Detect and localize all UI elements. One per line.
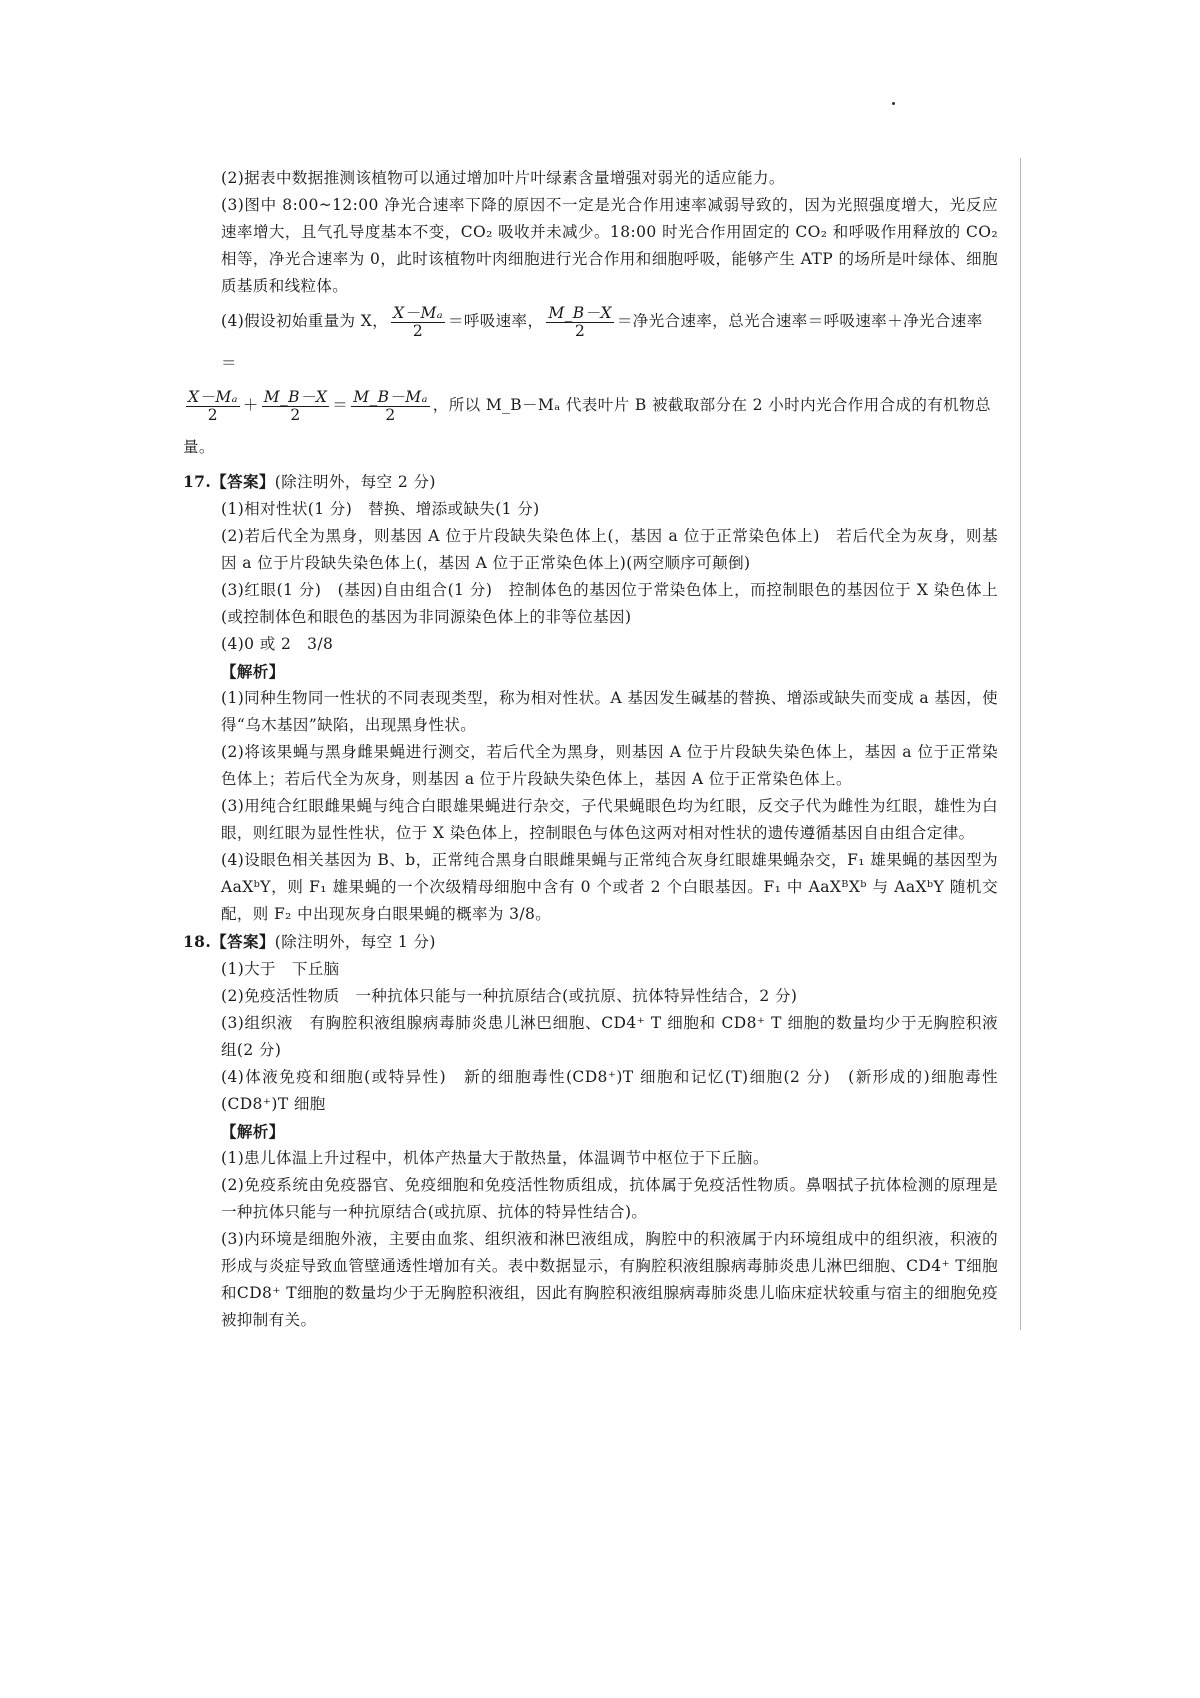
fraction-term-1: $\frac{\text{X－Mₐ}}{2}$ (188, 387, 238, 424)
q18-analysis-1: (1)患儿体温上升过程中，机体产热量大于散热量，体温调节中枢位于下丘脑。 (221, 1149, 769, 1167)
q17-analysis-1: (1)同种生物同一性状的不同表现类型，称为相对性状。A 基因发生碱基的替换、增添或缺失而变成 a 基因，使得“乌木基因”缺陷，出现黑身性状。 (221, 689, 998, 734)
q18-analysis-2: (2)免疫系统由免疫器官、免疫细胞和免疫活性物质组成，抗体属于免疫活性物质。鼻咽拭子抗体检测的原理是一种抗体只能与一种抗原结合(或抗原、抗体的特异性结合)。 (221, 1176, 998, 1221)
q17-analysis-2: (2)将该果蝇与黑身雌果蝇进行测交，若后代全为黑身，则基因 A 位于片段缺失染色体上，基因 a 位于正常染色体上；若后代全为灰身，则基因 a 位于片段缺失染色体上，基因 A 位于正常染色体上。 (221, 743, 998, 788)
q17-answer-heading: 17.【答案】(除注明外，每空 2 分) (183, 472, 436, 491)
q16-analysis-2: (2)据表中数据推测该植物可以通过增加叶片叶绿素含量增强对弱光的适应能力。 (221, 169, 785, 187)
q18-answer-heading: 18.【答案】(除注明外，每空 1 分) (183, 932, 436, 951)
q16-a4-intro: (4)假设初始重量为 X， (221, 312, 389, 330)
q18-analysis-heading: 【解析】 (221, 1122, 285, 1141)
q17-analysis-heading: 【解析】 (221, 662, 285, 681)
q17-answer-2: (2)若后代全为黑身，则基因 A 位于片段缺失染色体上(，基因 a 位于正常染色体上) 若后代全为灰身，则基因 a 位于片段缺失染色体上(，基因 A 位于正常染色体上)(两空顺序可颠倒) (221, 527, 998, 572)
q16-analysis-4-line2: $\frac{\text{X－Mₐ}}{2}$ ＋ $\frac{M\_B-X}{2}$ ＝ $\frac{\text{M\_B－Mₐ}}{2}$ ，所以 M_B－Mₐ 代表叶片 B 被截取部分在 2 小时内光合作用合成的有机物总量。 (183, 387, 991, 456)
q18-answer-3: (3)组织液 有胸腔积液组腺病毒肺炎患儿淋巴细胞、CD4⁺ T 细胞和 CD8⁺ T 细胞的数量均少于无胸腔积液组(2 分) (221, 1014, 998, 1059)
scan-speck (892, 102, 895, 105)
fraction-total: $\frac{\text{M\_B－Mₐ}}{2}$ (353, 387, 428, 424)
fraction-respiration: $\frac{\text{X－Mₐ}}{2}$ (393, 303, 443, 340)
q16-analysis-4-line1: (4)假设初始重量为 X， $\frac{\text{X－Mₐ}}{2}$ ＝呼吸速率， $\frac{M\_B-X}{2}$ ＝净光合速率，总光合速率＝呼吸速率＋净光合速率＝ (221, 303, 983, 372)
q18-answer-2: (2)免疫活性物质 一种抗体只能与一种抗原结合(或抗原、抗体特异性结合，2 分) (221, 987, 798, 1005)
q17-analysis-4: (4)设眼色相关基因为 B、b，正常纯合黑身白眼雌果蝇与正常纯合灰身红眼雄果蝇杂交，F₁ 雄果蝇的基因型为 AaXᵇY，则 F₁ 雄果蝇的一个次级精母细胞中含有 0 个或者 2 个白眼基因。F₁ 中 AaXᴮXᵇ 与 AaXᵇY 随机交配，则 F₂ 中出现灰身白眼果蝇的概率为 3/8。 (221, 851, 998, 923)
q16-analysis-3: (3)图中 8:00~12:00 净光合速率下降的原因不一定是光合作用速率减弱导致的，因为光照强度增大，光反应速率增大，且气孔导度基本不变，CO₂ 吸收并未减少。18:00 时光合作用固定的 CO₂ 和呼吸作用释放的 CO₂ 相等，净光合速率为 0，此时该植物叶肉细胞进行光合作用和细胞呼吸，能够产生 ATP 的场所是叶绿体、细胞质基质和线粒体。 (221, 196, 998, 295)
q18-analysis-3: (3)内环境是细胞外液，主要由血浆、组织液和淋巴液组成，胸腔中的积液属于内环境组成中的组织液，积液的形成与炎症导致血管壁通透性增加有关。表中数据显示，有胸腔积液组腺病毒肺炎患儿淋巴细胞、CD4⁺ T细胞和CD8⁺ T细胞的数量均少于无胸腔积液组，因此有胸腔积液组腺病毒肺炎患儿临床症状较重与宿主的细胞免疫被抑制有关。 (221, 1230, 998, 1329)
q17-analysis-3: (3)用纯合红眼雌果蝇与纯合白眼雄果蝇进行杂交，子代果蝇眼色均为红眼，反交子代为雌性为红眼，雄性为白眼，则红眼为显性性状，位于 X 染色体上，控制眼色与体色这两对相对性状的遗传遵循基因自由组合定律。 (221, 797, 998, 842)
q17-answer-1: (1)相对性状(1 分) 替换、增添或缺失(1 分) (221, 500, 540, 518)
fraction-term-2: $\frac{M\_B-X}{2}$ (263, 387, 328, 424)
q18-answer-4: (4)体液免疫和细胞(或特异性) 新的细胞毒性(CD8⁺)T 细胞和记忆(T)细胞(2 分) (新形成的)细胞毒性(CD8⁺)T 细胞 (221, 1068, 998, 1113)
column-rule (1020, 158, 1021, 1330)
q17-answer-4: (4)0 或 2 3/8 (221, 635, 334, 653)
q18-answer-1: (1)大于 下丘脑 (221, 960, 340, 978)
answer-content (183, 165, 998, 1334)
q17-answer-3: (3)红眼(1 分) (基因)自由组合(1 分) 控制体色的基因位于常染色体上，而控制眼色的基因位于 X 染色体上(或控制体色和眼色的基因为非同源染色体上的非等位基因) (221, 581, 998, 626)
fraction-net-rate: $\frac{M\_B-X}{2}$ (548, 303, 612, 340)
